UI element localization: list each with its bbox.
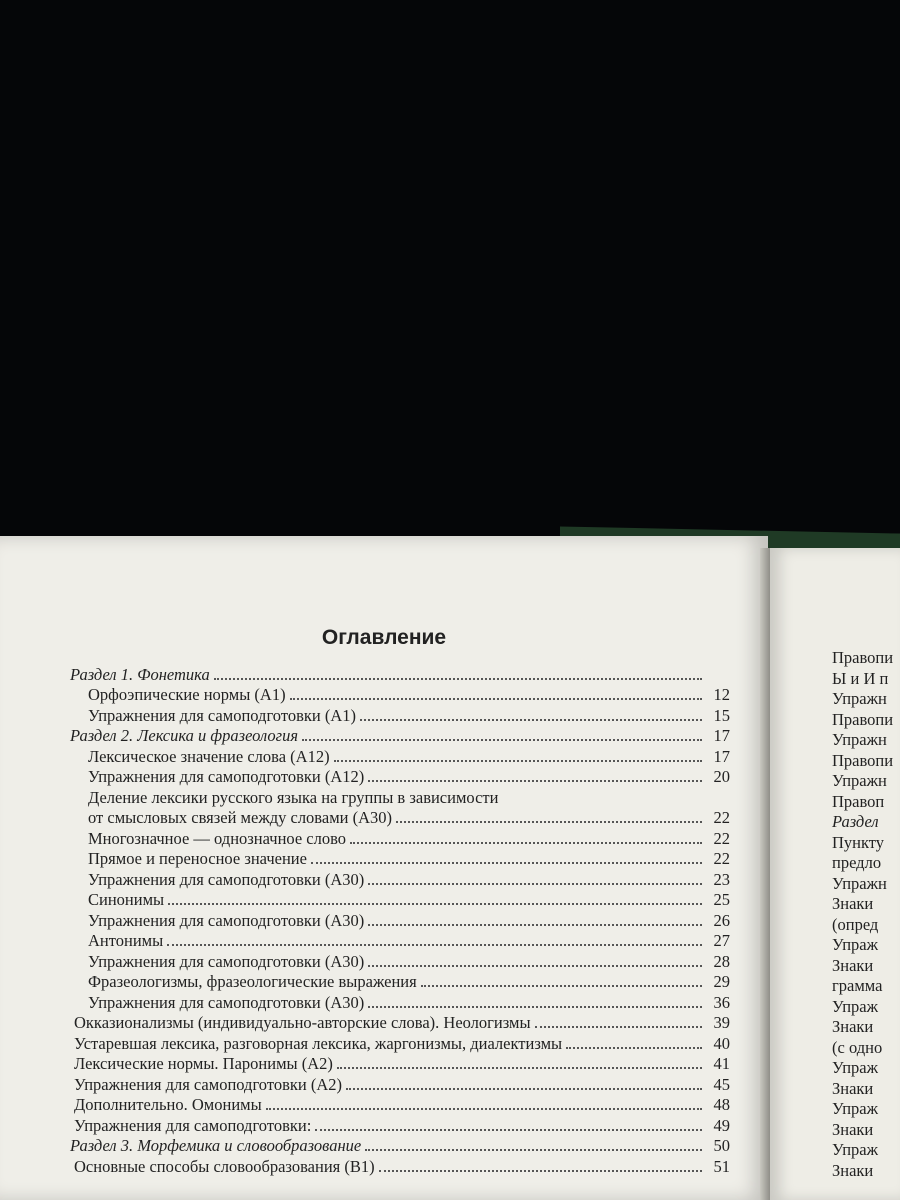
toc-entry-label: Упражнения для самоподготовки (А30): [88, 869, 365, 889]
toc-entry-label: Упражнения для самоподготовки:: [74, 1115, 312, 1135]
toc-entry-label: Деление лексики русского языка на группы в зависимости: [88, 787, 499, 807]
right-page-line: Правопи: [832, 750, 894, 770]
page-title: Оглавление: [321, 626, 447, 649]
toc-entry-label: Раздел 2. Лексика и фразеология: [70, 726, 299, 745]
right-page-line: Упраж: [832, 1058, 879, 1077]
right-page-line: (с одно: [832, 1037, 883, 1057]
toc-page-number: 48: [713, 1095, 730, 1114]
toc-leader-dots: [368, 883, 702, 885]
toc-entry: [70, 1115, 730, 1136]
right-page-line: Упраж: [832, 1140, 879, 1159]
right-page-line: Упражн: [832, 730, 887, 749]
right-page-line: Упражн: [832, 771, 887, 790]
toc-entry: [70, 828, 730, 849]
toc-page-number: 20: [713, 767, 730, 786]
toc-entry-label: Упражнения для самоподготовки (А2): [74, 1074, 342, 1094]
toc-page-number: 36: [713, 992, 730, 1012]
toc-leader-dots: [350, 842, 702, 844]
toc-leader-dots: [266, 1108, 702, 1110]
toc-page-number: 41: [713, 1054, 730, 1073]
toc-page-number: 50: [713, 1136, 730, 1155]
toc-entry: [70, 746, 730, 767]
toc-entry-label: от смысловых связей между словами (А30): [88, 808, 393, 827]
right-page-line: Правопи: [832, 648, 894, 667]
toc-entry: [70, 1136, 730, 1157]
toc-entry: [70, 787, 730, 808]
right-page-line: грамма: [832, 976, 883, 995]
toc-page-number: 51: [713, 1156, 730, 1176]
toc-entry-label: Упражнения для самоподготовки (А30): [88, 910, 365, 930]
right-page-line: Знаки: [832, 1119, 874, 1139]
right-page-line: Знаки: [832, 955, 874, 975]
toc-entry: [70, 910, 730, 931]
toc-entry: [70, 931, 730, 952]
right-page-line: Ы и И п: [832, 668, 889, 688]
right-page-line: Правопи: [832, 709, 894, 729]
toc-page-number: 27: [713, 931, 730, 950]
toc-entry-label: Устаревшая лексика, разговорная лексика, жаргонизмы, диалектизмы: [74, 1033, 563, 1053]
right-page-line: Знаки: [832, 1160, 874, 1180]
right-page-line: Знаки: [832, 894, 874, 913]
right-page-line: Упраж: [832, 1099, 879, 1118]
toc-page-number: 15: [713, 705, 730, 725]
toc-leader-dots: [379, 1170, 702, 1172]
right-page-line: Упраж: [832, 935, 879, 954]
right-page-line: предло: [832, 853, 882, 872]
toc-entry: [70, 1156, 730, 1177]
toc-entry-label: Лексическое значение слова (А12): [88, 746, 330, 766]
toc-entry: [70, 1033, 730, 1054]
right-page-line: Знаки: [832, 1078, 874, 1098]
toc-leader-dots: [167, 944, 702, 946]
toc-leader-dots: [168, 903, 702, 905]
toc-page-number: 49: [713, 1115, 730, 1135]
toc-leader-dots: [365, 1149, 702, 1151]
toc-leader-dots: [337, 1067, 702, 1069]
toc-entry: [70, 869, 730, 890]
right-page-line: Раздел: [832, 812, 879, 831]
toc-entry-label: Окказионализмы (индивидуально-авторские слова). Неологизмы: [74, 1013, 531, 1032]
toc-entry-label: Раздел 3. Морфемика и словообразование: [70, 1136, 362, 1155]
toc-entry: [70, 664, 730, 685]
toc-leader-dots: [302, 739, 702, 741]
right-page-line: Упраж: [832, 996, 879, 1016]
toc-entry: [70, 890, 730, 911]
toc-entry: [70, 849, 730, 870]
right-page-line: Знаки: [832, 1017, 874, 1036]
toc-entry-label: Фразеологизмы, фразеологические выражения: [88, 972, 417, 991]
toc-entry: [70, 992, 730, 1013]
toc-entry-label: Антонимы: [88, 931, 164, 950]
toc-leader-dots: [214, 678, 702, 680]
toc-page-number: 25: [713, 890, 730, 909]
toc-leader-dots: [566, 1047, 702, 1049]
toc-entry-label: Прямое и переносное значение: [88, 849, 307, 868]
toc-entry-label: Лексические нормы. Паронимы (А2): [74, 1054, 333, 1073]
toc-entry-label: Дополнительно. Омонимы: [74, 1095, 262, 1114]
toc-entry: [70, 951, 730, 972]
toc-leader-dots: [346, 1088, 702, 1090]
dark-background: [0, 0, 900, 540]
toc-page-number: 17: [713, 726, 730, 745]
toc-leader-dots: [360, 719, 702, 721]
toc-entry-label: Многозначное — однозначное слово: [88, 828, 347, 848]
toc-page-number: 17: [713, 746, 730, 766]
toc-leader-dots: [315, 1129, 702, 1131]
toc-page-number: 22: [713, 808, 730, 827]
toc-entry-label: Упражнения для самоподготовки (А1): [88, 705, 356, 725]
right-page-line: Упражн: [832, 873, 887, 893]
right-page-lines: [832, 648, 893, 1181]
toc-entry: [70, 808, 730, 829]
toc-entry: [70, 726, 730, 747]
toc-entry-label: Раздел 1. Фонетика: [70, 664, 210, 684]
toc-entry: [70, 972, 730, 993]
toc-leader-dots: [334, 760, 702, 762]
toc-entry-label: Упражнения для самоподготовки (А12): [88, 767, 365, 786]
toc-entry: [70, 685, 730, 706]
toc-entry-label: Основные способы словообразования (В1): [74, 1156, 375, 1176]
right-page-line: Правоп: [832, 791, 885, 811]
toc-page-number: 28: [713, 951, 730, 971]
toc-leader-dots: [396, 821, 702, 823]
toc-entry: [70, 705, 730, 726]
toc-entry-label: Упражнения для самоподготовки (А30): [88, 951, 365, 971]
right-page-line: (опред: [832, 914, 879, 934]
right-page: [770, 548, 900, 1200]
toc-leader-dots: [311, 862, 702, 864]
toc-page-number: 22: [713, 849, 730, 868]
toc-leader-dots: [421, 985, 702, 987]
toc-entry: [70, 1074, 730, 1095]
toc-entry-label: Упражнения для самоподготовки (А30): [88, 992, 365, 1012]
toc-leader-dots: [368, 965, 702, 967]
toc-page-number: 12: [713, 685, 730, 704]
toc-entry: [70, 1013, 730, 1034]
toc-entry: [70, 767, 730, 788]
toc-leader-dots: [535, 1026, 702, 1028]
toc-page-number: 29: [713, 972, 730, 991]
toc-page-number: 45: [713, 1074, 730, 1094]
toc-leader-dots: [368, 1006, 702, 1008]
toc-page-number: 26: [713, 910, 730, 930]
table-of-contents: [70, 664, 730, 1177]
toc-page-number: 40: [713, 1033, 730, 1053]
toc-entry: [70, 1095, 730, 1116]
right-page-line: Пункту: [832, 832, 885, 852]
toc-leader-dots: [368, 924, 702, 926]
toc-page-number: 23: [713, 869, 730, 889]
toc-page-number: 39: [713, 1013, 730, 1032]
toc-entry-label: Орфоэпические нормы (А1): [88, 685, 286, 704]
right-page-line: Упражн: [832, 689, 887, 708]
toc-entry-label: Синонимы: [88, 890, 165, 909]
toc-leader-dots: [368, 780, 702, 782]
toc-leader-dots: [290, 698, 702, 700]
toc-entry: [70, 1054, 730, 1075]
toc-page-number: 22: [713, 828, 730, 848]
